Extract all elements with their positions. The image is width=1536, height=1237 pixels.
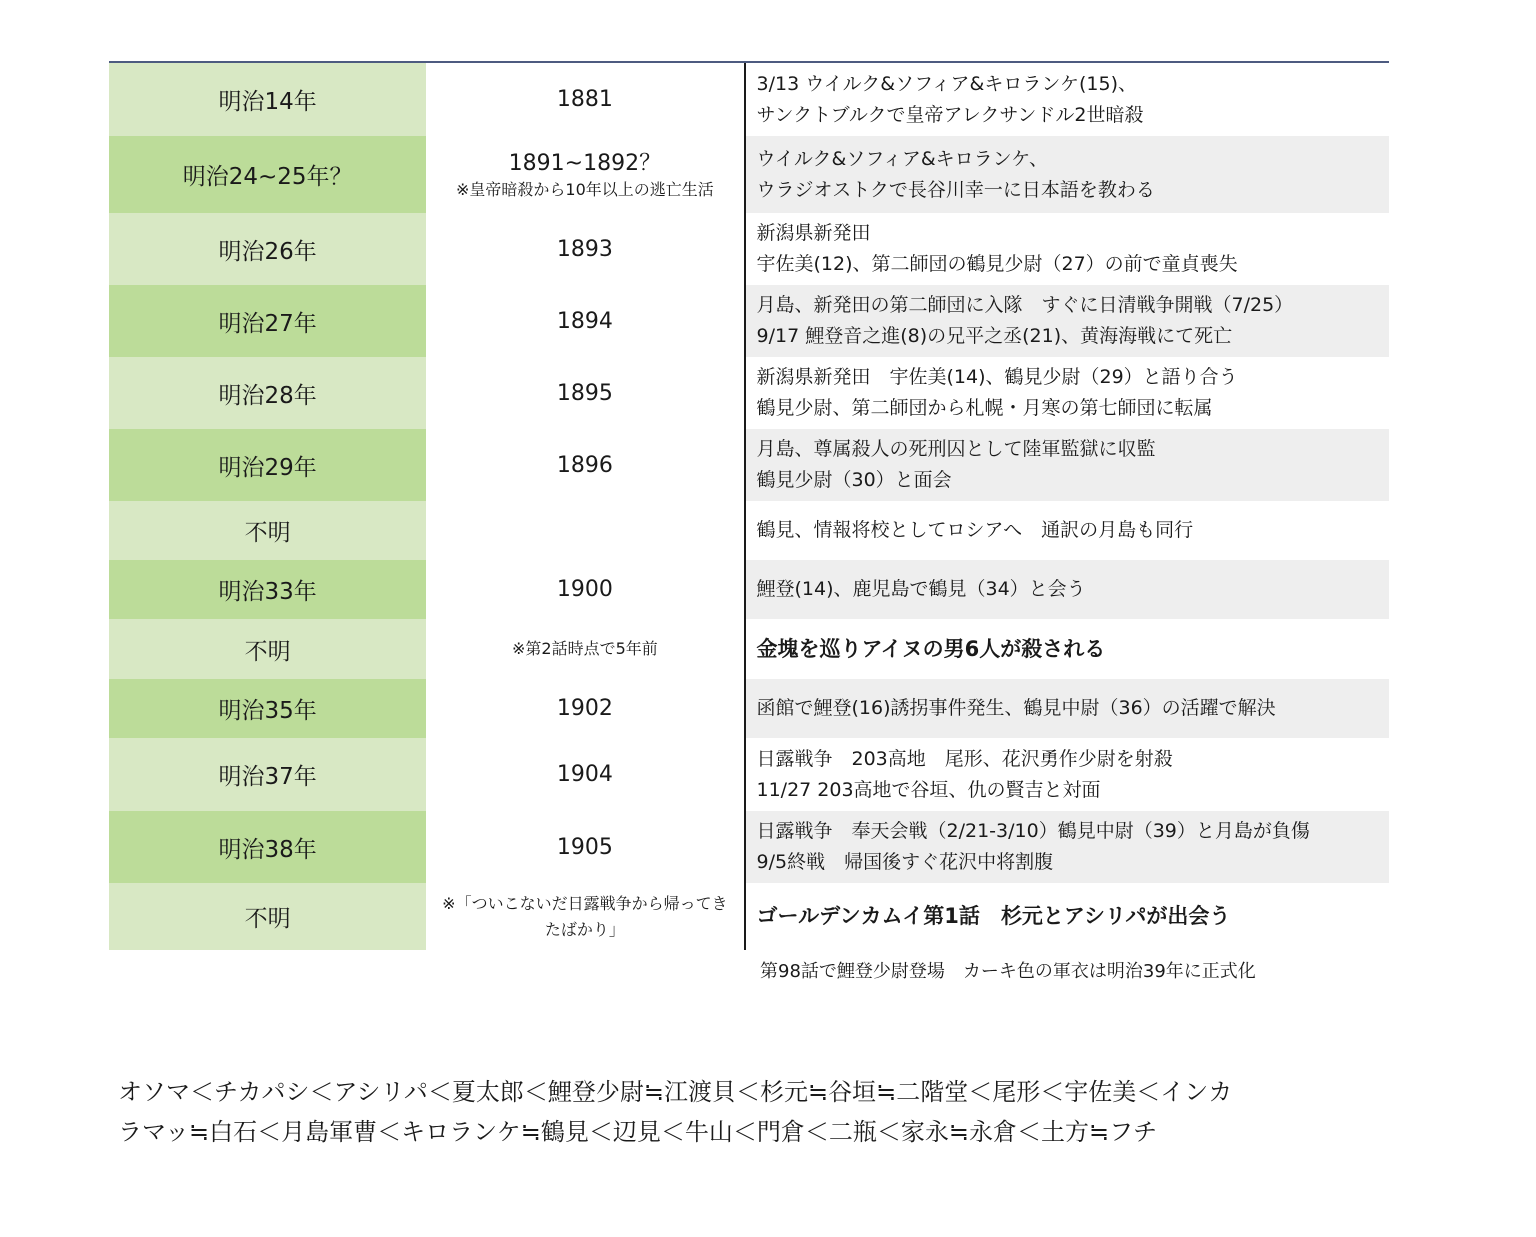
event-line: ウラジオストクで長谷川幸一に日本語を教わる: [756, 178, 1155, 201]
year-cell: [426, 738, 745, 811]
table-row: [109, 136, 1389, 213]
events-cell: [746, 560, 1390, 619]
events-cell: [746, 501, 1390, 560]
events-cell: [746, 619, 1390, 679]
table-row: [109, 429, 1389, 501]
event-line: 9/5終戦 帰国後すぐ花沢中将割腹: [756, 851, 1054, 873]
event-line: 日露戦争 203高地 尾形、花沢勇作少尉を射殺: [756, 747, 1173, 770]
event-line: 11/27 203高地で谷垣、仇の賢吉と対面: [756, 778, 1101, 801]
table-row: [109, 738, 1389, 811]
era-cell: 明治14年: [109, 63, 426, 136]
events-cell: [746, 213, 1390, 285]
table-row: [109, 357, 1389, 429]
after-note: 第98話で鯉登少尉登場 カーキ色の軍衣は明治39年に正式化: [760, 961, 1256, 982]
year-value: 1894: [556, 308, 613, 334]
year-note: ※「ついこないだ日露戦争から帰ってきたばかり」: [442, 893, 728, 939]
year-cell: [426, 213, 745, 285]
event-line: 宇佐美(12)、第二師団の鶴見少尉（27）の前で童貞喪失: [756, 253, 1238, 275]
era-cell: 明治27年: [109, 285, 426, 357]
table-row: [109, 811, 1389, 883]
era-cell: 明治35年: [109, 679, 426, 738]
event-line: 鶴見、情報将校としてロシアへ 通訳の月島も同行: [756, 519, 1194, 541]
event-line: 新潟県新発田 宇佐美(14)、鶴見少尉（29）と語り合う: [756, 366, 1238, 388]
ranking-line: ラマッ≒白石＜月島軍曹＜キロランケ≒鶴見＜辺見＜牛山＜門倉＜二瓶＜家永≒永倉＜土方≒フチ: [118, 1118, 1158, 1146]
event-line: 鯉登(14)、鹿児島で鶴見（34）と会う: [756, 578, 1086, 600]
year-cell: [426, 560, 745, 619]
era-cell: 明治37年: [109, 738, 426, 811]
year-value: 1896: [556, 452, 613, 478]
events-cell: [746, 429, 1390, 501]
year-cell: [426, 357, 745, 429]
year-note: ※第2話時点で5年前: [511, 639, 658, 658]
timeline-table: [109, 63, 1389, 950]
era-cell: 明治38年: [109, 811, 426, 883]
table-row: [109, 63, 1389, 136]
events-cell: [746, 285, 1390, 357]
event-line: 9/17 鯉登音之進(8)の兄平之丞(21)、黄海海戦にて死亡: [756, 325, 1233, 347]
table-row: [109, 285, 1389, 357]
events-cell: [746, 679, 1390, 738]
year-cell: [426, 883, 745, 950]
year-cell: [426, 619, 745, 679]
year-value: 1905: [556, 834, 613, 860]
year-cell: [426, 811, 745, 883]
event-line: 新潟県新発田: [756, 222, 871, 244]
table-row: [109, 501, 1389, 560]
era-cell: 明治26年: [109, 213, 426, 285]
year-value: 1900: [556, 577, 613, 602]
year-cell: [426, 501, 745, 560]
year-note: ※皇帝暗殺から10年以上の逃亡生活: [455, 180, 714, 199]
year-cell: [426, 429, 745, 501]
era-cell: 明治28年: [109, 357, 426, 429]
table-row: [109, 679, 1389, 738]
ranking-line: オソマ＜チカパシ＜アシリパ＜夏太郎＜鯉登少尉≒江渡貝＜杉元≒谷垣≒二階堂＜尾形＜宇佐美＜インカ: [118, 1078, 1233, 1106]
events-cell: [746, 136, 1390, 213]
event-line: 3/13 ウイルク&ソフィア&キロランケ(15)、: [756, 72, 1137, 95]
year-value: 1902: [556, 696, 613, 721]
event-line: サンクトブルクで皇帝アレクサンドル2世暗殺: [756, 103, 1144, 126]
era-cell: 不明: [109, 883, 426, 950]
event-line-highlight: 金塊を巡りアイヌの男6人が殺される: [756, 636, 1106, 661]
event-line: 鶴見少尉、第二師団から札幌・月寒の第七師団に転属: [756, 397, 1213, 419]
event-line: 鶴見少尉（30）と面会: [756, 469, 952, 491]
era-cell: 明治24~25年？: [109, 136, 426, 213]
ranking-text: [118, 1072, 1232, 1152]
year-cell: [426, 679, 745, 738]
events-cell: [746, 63, 1390, 136]
events-cell: [746, 811, 1390, 883]
year-cell: [426, 136, 745, 213]
event-line: 月島、尊属殺人の死刑囚として陸軍監獄に収監: [756, 438, 1156, 460]
era-cell: 不明: [109, 501, 426, 560]
table-row: [109, 619, 1389, 679]
year-value: 1881: [556, 87, 613, 112]
event-line: 月島、新発田の第二師団に入隊 すぐに日清戦争開戦（7/25）: [756, 294, 1294, 316]
year-value: 1904: [556, 762, 613, 787]
year-cell: [426, 63, 745, 136]
event-line: ウイルク&ソフィア&キロランケ、: [756, 147, 1048, 170]
era-cell: 不明: [109, 619, 426, 679]
event-line-highlight: ゴールデンカムイ第1話 杉元とアシリパが出会う: [756, 904, 1231, 928]
events-cell: [746, 883, 1390, 950]
table-row: [109, 883, 1389, 950]
year-value: 1891~1892？: [508, 151, 662, 176]
era-cell: 明治33年: [109, 560, 426, 619]
year-cell: [426, 285, 745, 357]
event-line: 日露戦争 奉天会戦（2/21-3/10）鶴見中尉（39）と月島が負傷: [756, 820, 1310, 842]
year-value: 1893: [556, 236, 613, 262]
year-value: 1895: [556, 380, 613, 406]
events-cell: [746, 738, 1390, 811]
table-row: [109, 560, 1389, 619]
events-cell: [746, 357, 1390, 429]
event-line: 函館で鯉登(16)誘拐事件発生、鶴見中尉（36）の活躍で解決: [756, 697, 1276, 719]
table-row: [109, 213, 1389, 285]
era-cell: 明治29年: [109, 429, 426, 501]
